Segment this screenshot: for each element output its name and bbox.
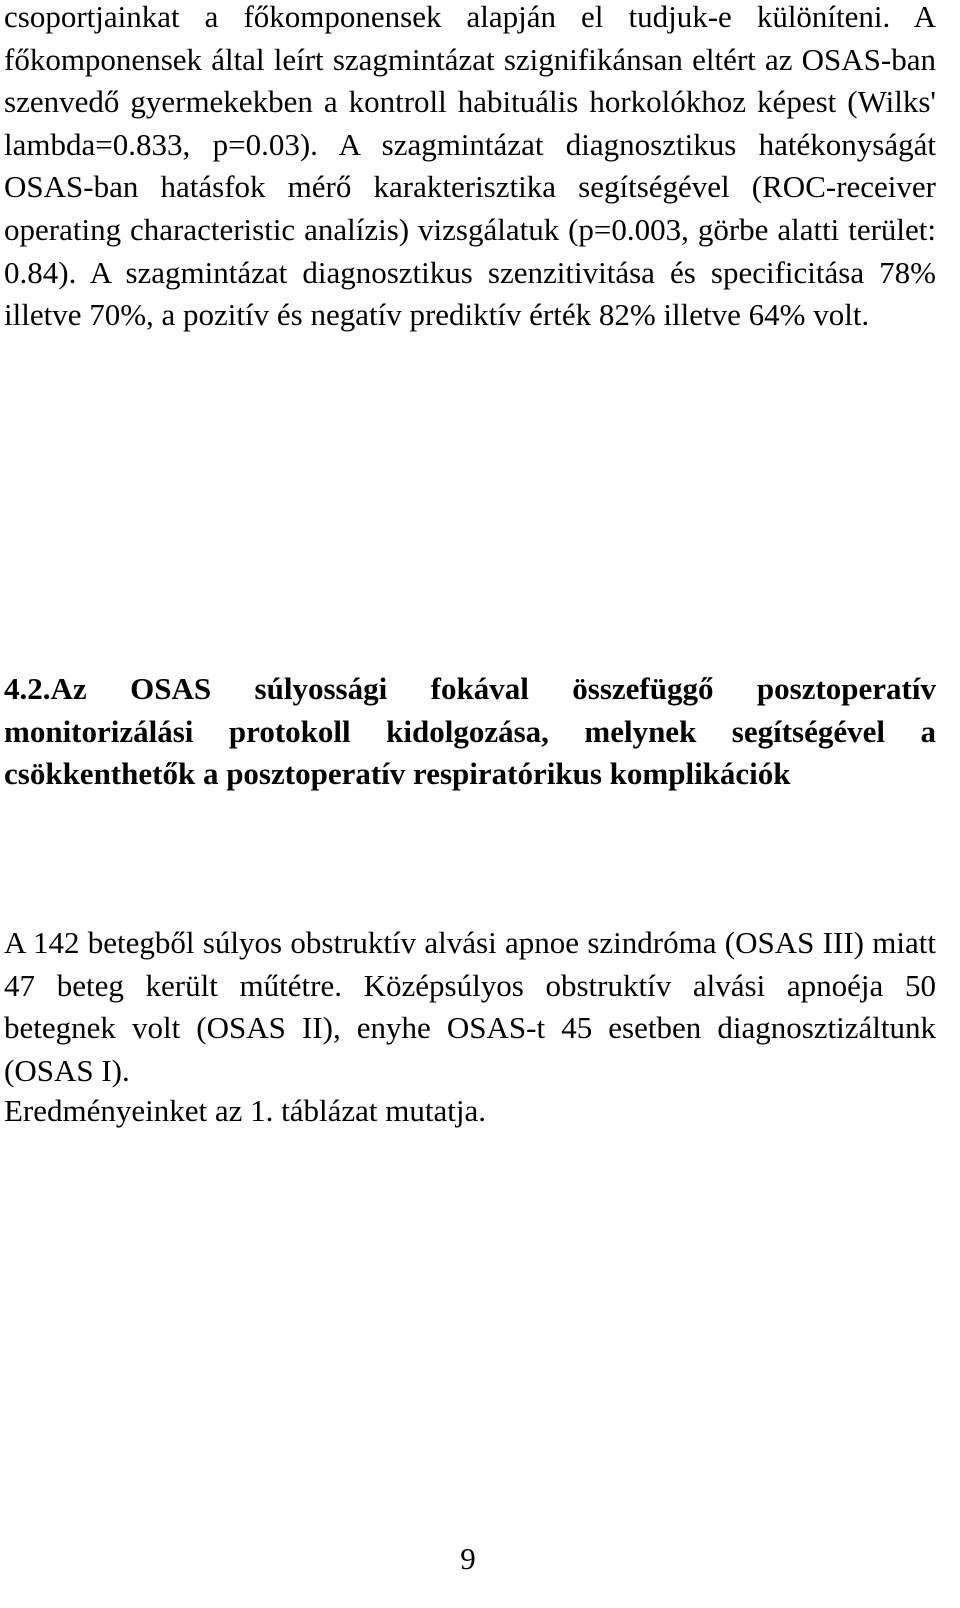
body-paragraph-patients: A 142 betegből súlyos obstruktív alvási apnoe szindróma (OSAS III) miatt 47 beteg került műtétre. Középsúlyos obstruktív alvási apnoéja 50 betegnek volt (OSAS II), enyhe OSAS-t 45 esetben diagnosztizáltunk (OSAS I). <box>4 925 936 1088</box>
page-number: 9 <box>460 1541 476 1576</box>
body-paragraph-results: csoportjainkat a főkomponensek alapján el tudjuk-e különíteni. A főkomponensek által leírt szagmintázat szignifikánsan eltért az OSAS-ban szenvedő gyermekekben a kontroll habituális horkolókhoz képest (Wilks' lambda=0.833, p=0.03). A szagmintázat diagnosztikus hatékonyságát OSAS-ban hatásfok mérő karakterisztika segítségével (ROC-receiver operating characteristic analízis) vizsgálatuk (p=0.003, görbe alatti terület: 0.84). A szagmintázat diagnosztikus szenzitivitása és specificitása 78% illetve 70%, a pozitív és negatív prediktív érték 82% illetve 64% volt. <box>4 0 936 333</box>
section-heading: 4.2.Az OSAS súlyossági fokával összefüggő posztoperatív monitorizálási protokoll kidolgozása, melynek segítségével a csökkenthetők a posztoperatív respiratórikus komplikációk <box>4 671 936 792</box>
body-paragraph-table-reference: Eredményeinket az 1. táblázat mutatja. <box>4 1093 486 1128</box>
